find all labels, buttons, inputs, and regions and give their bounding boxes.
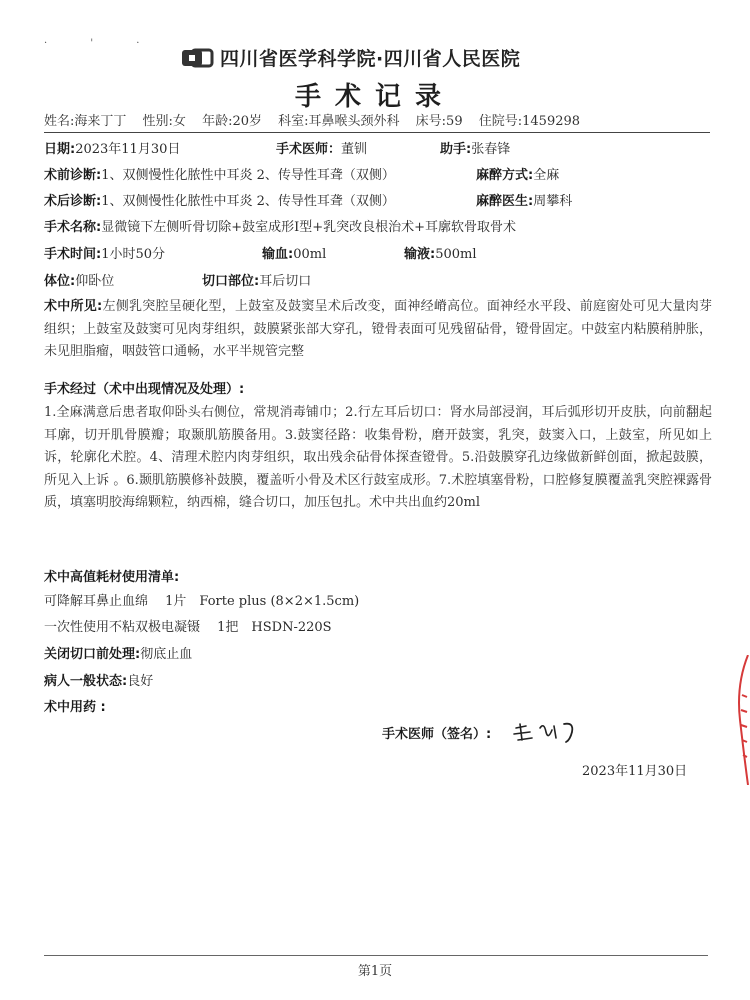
page-title: 手术记录: [294, 82, 455, 112]
transfusion-label: 输血:: [262, 247, 294, 262]
transfusion-value: 00ml: [293, 247, 327, 262]
patient-status-value: 良好: [127, 674, 154, 689]
operation-time-label: 手术时间:: [44, 247, 102, 262]
anesthetist-value: 周攀科: [533, 194, 573, 209]
medication-label: 术中用药 :: [44, 700, 106, 715]
pre-close-value: 彻底止血: [140, 647, 193, 662]
findings-text: 左侧乳突腔呈硬化型，上鼓室及鼓窦呈术后改变，面神经嵴高位。面神经水平段、前庭窗处可见大量肉芽组织；上鼓室及鼓窦可见肉芽组织，鼓膜紧张部大穿孔，镫骨表面可见残留砧骨，镫骨固定。中鼓室内粘膜稍肿胀，未见胆脂瘤，咽鼓管口通畅，水平半规管完整: [44, 299, 712, 359]
footer-divider: [44, 955, 708, 956]
hospital-logo-icon: [180, 46, 214, 70]
consumables-label: 术中高值耗材使用清单:: [44, 570, 180, 585]
anesthesia-value: 全麻: [533, 168, 560, 183]
post-diagnosis-label: 术后诊断:: [44, 194, 102, 209]
surgeon-value: 董钏: [341, 142, 368, 157]
anesthesia-label: 麻醉方式:: [476, 168, 534, 183]
patient-name: 姓名:海来丁丁: [44, 114, 127, 129]
infusion-value: 500ml: [435, 247, 477, 262]
red-stamp-edge: [730, 655, 750, 785]
row-medication: [44, 698, 714, 718]
incision-label: 切口部位:: [202, 274, 260, 289]
patient-age: 年龄:20岁: [202, 114, 262, 129]
assistant-value: 张春锋: [471, 142, 511, 157]
pre-diagnosis-value: 1、双侧慢性化脓性中耳炎 2、传导性耳聋（双侧）: [101, 168, 395, 183]
handwritten-signature: [510, 718, 590, 748]
operation-name-label: 手术名称:: [44, 220, 102, 235]
patient-sex: 性别:女: [142, 114, 186, 129]
date-value: 2023年11月30日: [75, 142, 181, 157]
signature-label-row: [382, 725, 522, 745]
incision-value: 耳后切口: [259, 274, 312, 289]
signoff-date: 2023年11月30日: [582, 764, 688, 779]
consumable-item: 一次性使用不粘双极电凝镊 1把 HSDN-220S: [44, 620, 332, 635]
operation-time-value: 1小时50分: [101, 247, 166, 262]
position-value: 仰卧位: [75, 274, 115, 289]
corner-mark: · ' ·: [44, 38, 160, 49]
patient-dept: 科室:耳鼻喉头颈外科: [278, 114, 400, 129]
patient-info-bar: [44, 110, 710, 133]
assistant-label: 助手:: [440, 142, 472, 157]
pre-close-label: 关闭切口前处理:: [44, 647, 141, 662]
hospital-name: 四川省医学科学院·四川省人民医院: [220, 48, 521, 70]
signature-label: 手术医师（签名）:: [382, 727, 492, 742]
row-pre-close: [44, 645, 714, 665]
infusion-label: 输液:: [404, 247, 436, 262]
patient-admission-no: 住院号:1459298: [478, 114, 581, 129]
surgeon-label: 手术医师：: [276, 142, 342, 157]
findings-paragraph: [44, 296, 712, 364]
page-number: 第1页: [357, 964, 393, 979]
operation-name-value: 显微镜下左侧听骨切除+鼓室成形Ⅰ型+乳突改良根治术+耳廓软骨取骨术: [101, 220, 517, 235]
procedure-heading: [44, 378, 244, 397]
pre-diagnosis-label: 术前诊断:: [44, 168, 102, 183]
procedure-text: 1.全麻满意后患者取仰卧头右侧位，常规消毒铺巾；2.行左耳后切口：肾水局部浸润，耳后弧形切开皮肤，向前翻起耳廓，切开肌骨膜瓣；取颞肌筋膜备用。3.鼓窦径路：收集骨粉，磨开鼓窦，乳突，鼓窦入口，上鼓室，所见如上诉，轮廓化术腔。4、清理术腔内肉芽组织，取出残余砧骨体探查镫骨。5.沿鼓膜穿孔边缘做新鲜创面，掀起鼓膜，所见入上诉 。6.颞肌筋膜修补鼓膜，覆盖听小骨及术区行鼓室成形。7.术腔填塞骨粉，口腔修复膜覆盖乳突腔裸露骨质，填塞明胶海绵颗粒，纳西棉，缝合切口，加压包扎。术中共出血约20ml: [44, 405, 712, 510]
consumable-item: 可降解耳鼻止血绵 1片 Forte plus (8×2×1.5cm): [44, 594, 360, 609]
hospital-header: [180, 44, 520, 71]
position-label: 体位:: [44, 274, 76, 289]
row-patient-status: [44, 672, 714, 692]
row-operation-name: [44, 218, 714, 238]
post-diagnosis-value: 1、双侧慢性化脓性中耳炎 2、传导性耳聋（双侧）: [101, 194, 395, 209]
patient-status-label: 病人一般状态:: [44, 674, 128, 689]
patient-bed: 床号:59: [415, 114, 463, 129]
procedure-label: 手术经过（术中出现情况及处理）:: [44, 382, 245, 397]
anesthetist-label: 麻醉医生:: [476, 194, 534, 209]
consumables-heading: [44, 566, 179, 585]
date-label: 日期:: [44, 142, 76, 157]
findings-label: 术中所见:: [44, 299, 103, 314]
